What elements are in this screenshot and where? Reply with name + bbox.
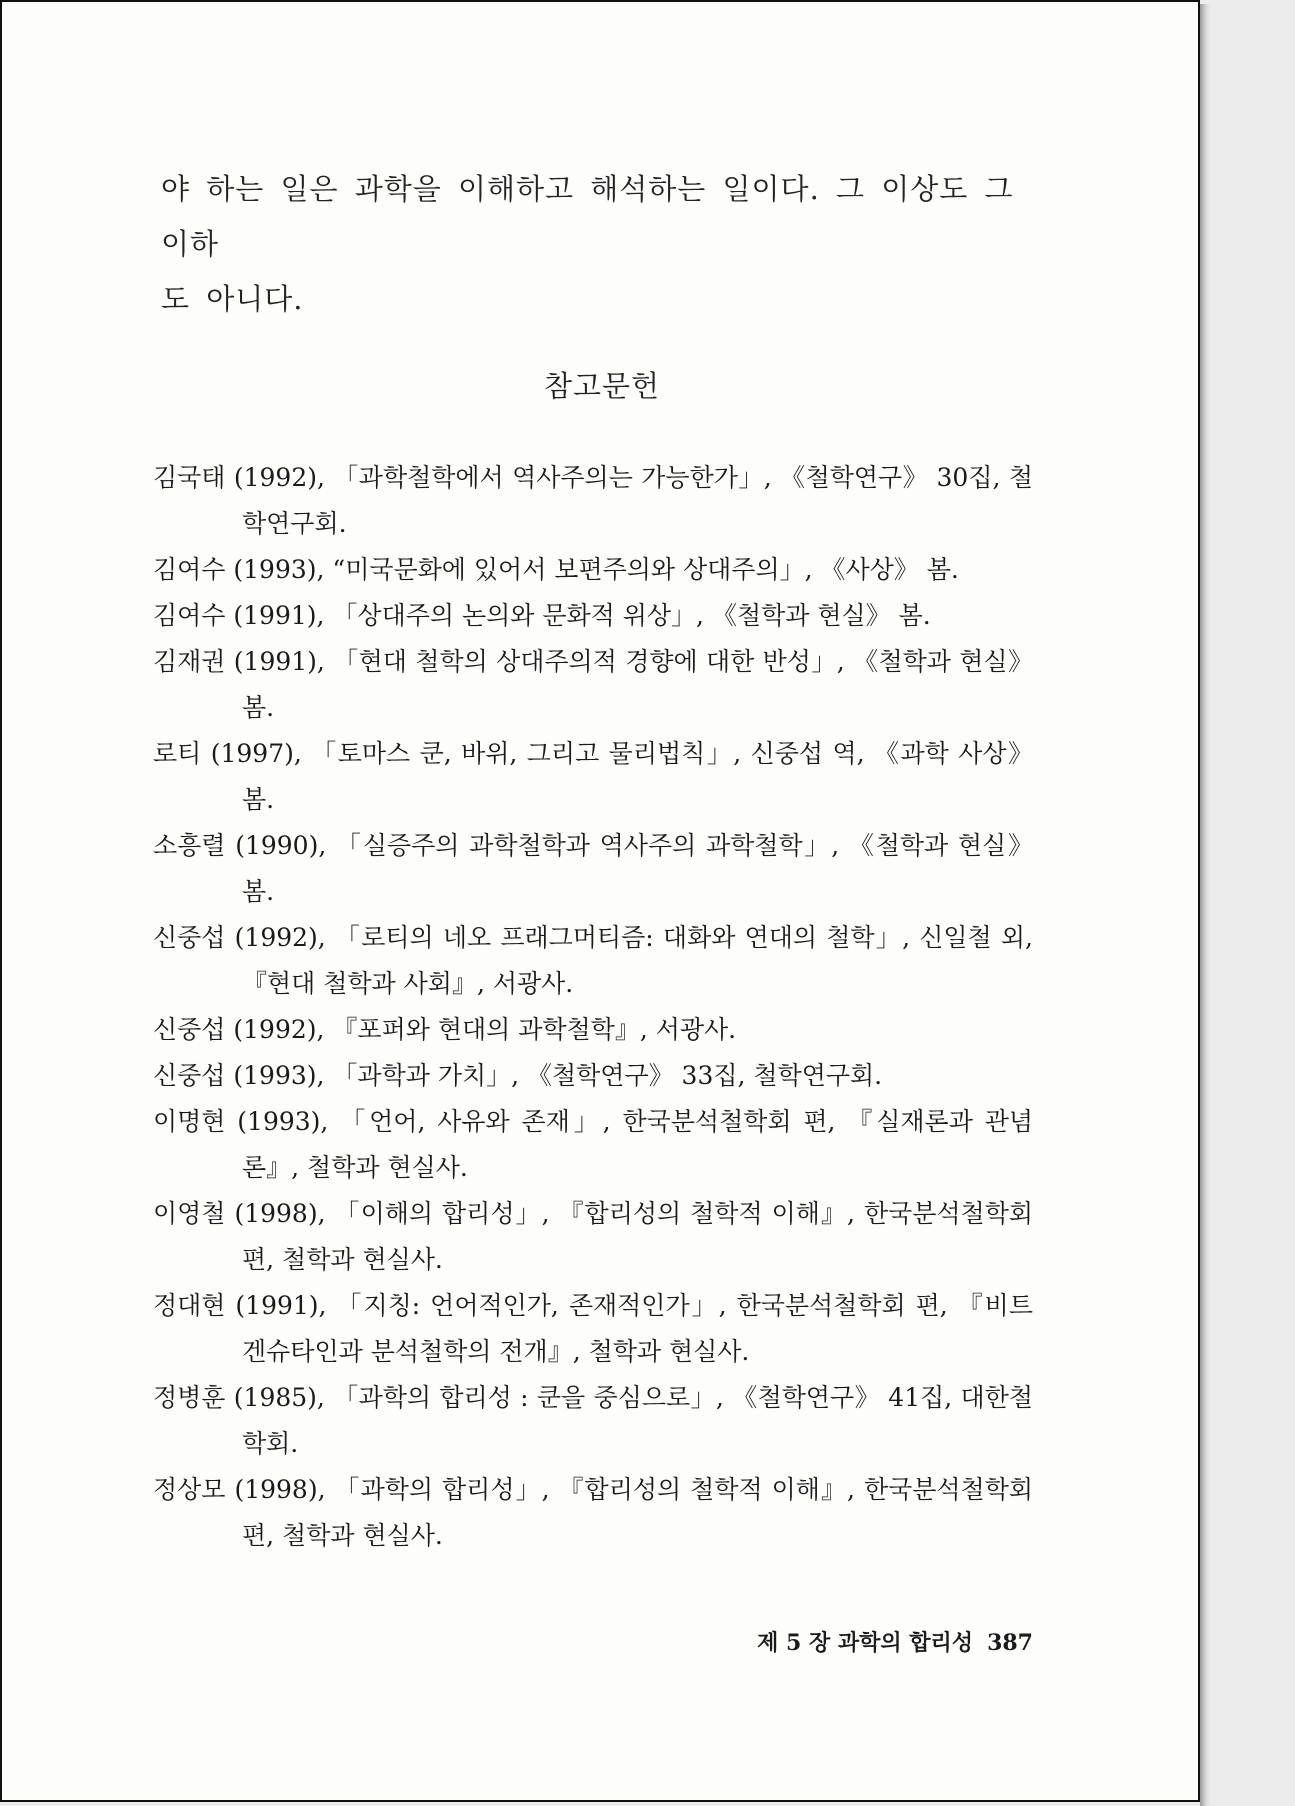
reference-item: 신중섭 (1992), 「로티의 네오 프래그머티즘: 대화와 연대의 철학」, 신일철 외, 『현대 철학과 사회』, 서광사.	[153, 923, 1033, 998]
page-edge-shadow	[1200, 4, 1210, 1806]
reference-item: 김재권 (1991), 「현대 철학의 상대주의적 경향에 대한 반성」, 《철학과 현실》 봄.	[153, 647, 1033, 722]
chapter-title: 제 5 장 과학의 합리성	[757, 1630, 974, 1656]
reference-item: 로티 (1997), 「토마스 쿤, 바위, 그리고 물리법칙」, 신중섭 역, 《과학 사상》 봄.	[153, 739, 1033, 814]
reference-item: 김국태 (1992), 「과학철학에서 역사주의는 가능한가」, 《철학연구》 30집, 철학연구회.	[153, 463, 1033, 538]
section-title: 참고문헌	[543, 369, 661, 403]
reference-item: 신중섭 (1992), 『포퍼와 현대의 과학철학』, 서광사.	[153, 1015, 737, 1044]
reference-item: 정병훈 (1985), 「과학의 합리성 : 쿤을 중심으로」, 《철학연구》 41집, 대한철학회.	[153, 1383, 1033, 1458]
intro-line-1: 야 하는 일은 과학을 이해하고 해석하는 일이다. 그 이상도 그 이하	[161, 172, 1014, 261]
reference-item: 정상모 (1998), 「과학의 합리성」, 『합리성의 철학적 이해』, 한국분석철학회 편, 철학과 현실사.	[153, 1475, 1033, 1550]
reference-item: 김여수 (1991), 「상대주의 논의와 문화적 위상」, 《철학과 현실》 봄.	[153, 601, 931, 630]
intro-line-2: 도 아니다.	[161, 282, 304, 316]
reference-item: 소흥렬 (1990), 「실증주의 과학철학과 역사주의 과학철학」, 《철학과 현실》 봄.	[153, 831, 1033, 906]
reference-item: 이명현 (1993), 「언어, 사유와 존재」, 한국분석철학회 편, 『실재론과 관념론』, 철학과 현실사.	[153, 1107, 1033, 1182]
page-footer	[757, 1626, 1033, 1657]
reference-item: 신중섭 (1993), 「과학과 가치」, 《철학연구》 33집, 철학연구회.	[153, 1061, 883, 1090]
reference-list	[153, 455, 1033, 1559]
reference-item: 이영철 (1998), 「이해의 합리성」, 『합리성의 철학적 이해』, 한국분석철학회 편, 철학과 현실사.	[153, 1199, 1033, 1274]
reference-item: 정대현 (1991), 「지칭: 언어적인가, 존재적인가」, 한국분석철학회 편, 『비트겐슈타인과 분석철학의 전개』, 철학과 현실사.	[153, 1291, 1033, 1366]
reference-item: 김여수 (1993), “미국문화에 있어서 보편주의와 상대주의」, 《사상》 봄.	[153, 555, 959, 584]
intro-paragraph	[161, 162, 1041, 327]
page-number: 387	[987, 1630, 1033, 1656]
